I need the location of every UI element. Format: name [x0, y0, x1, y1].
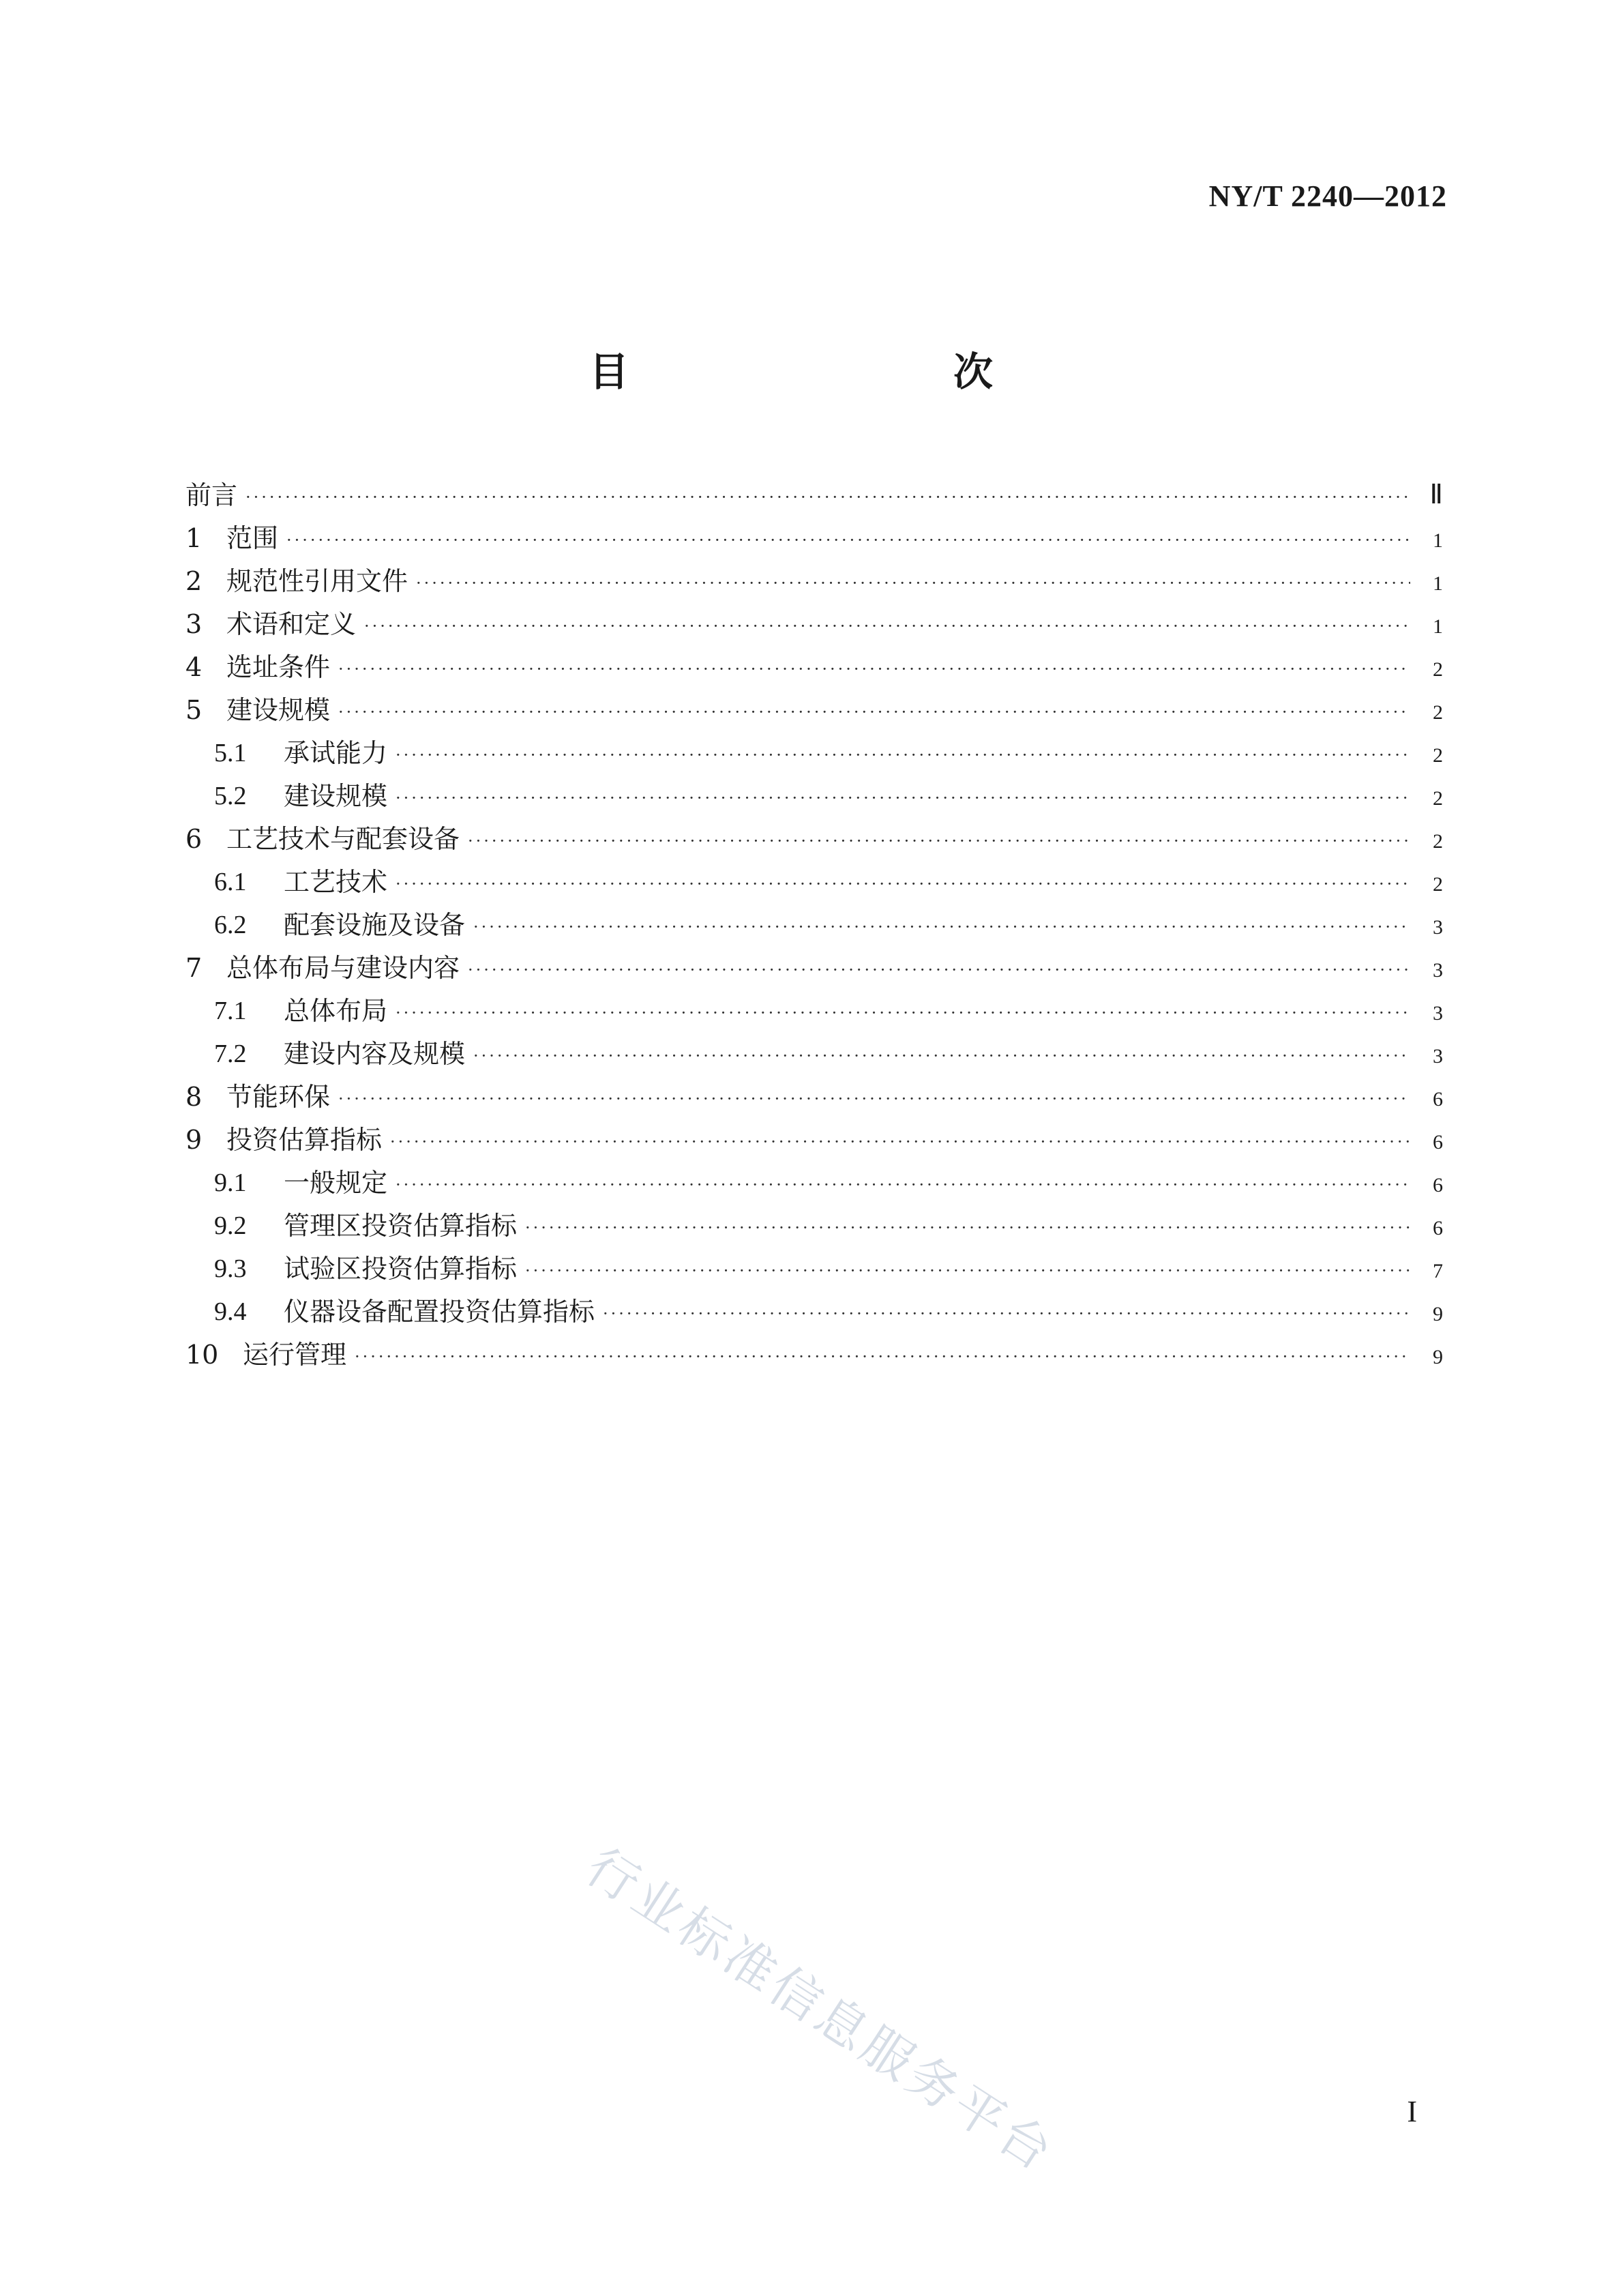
toc-entry-page: 2 [1433, 830, 1443, 853]
dot-leader [338, 661, 1410, 677]
toc-entry-number: 6 [185, 824, 203, 854]
toc-entry-page: 2 [1433, 658, 1443, 681]
toc-entry-label: 节能环保 [226, 1082, 331, 1112]
toc-entry-label: 仪器设备配置投资估算指标 [284, 1297, 595, 1327]
toc-entry-page: 2 [1433, 873, 1443, 896]
toc-entry[interactable] [185, 1282, 1443, 1325]
dot-leader [473, 1048, 1410, 1064]
dot-leader [468, 962, 1410, 978]
toc-entry-page: 1 [1433, 529, 1443, 552]
toc-entry[interactable] [185, 1067, 1443, 1110]
toc-entry[interactable] [185, 1325, 1443, 1368]
toc-entry-label: 投资估算指标 [226, 1125, 383, 1155]
toc-entry-label: 承试能力 [284, 738, 388, 768]
dot-leader [286, 532, 1410, 548]
toc-entry-page: 1 [1433, 615, 1443, 638]
toc-entry[interactable] [185, 938, 1443, 981]
dot-leader [338, 704, 1410, 720]
watermark: 行业标准信息服务平台 [576, 1837, 1066, 2184]
toc-entry-page: Ⅱ [1429, 479, 1443, 510]
toc-entry-page: 3 [1433, 1002, 1443, 1025]
toc-entry-page: 9 [1433, 1303, 1443, 1325]
toc-entry-label: 建设规模 [226, 695, 331, 725]
toc-entry[interactable] [185, 1239, 1443, 1282]
toc-entry-number: 3 [185, 609, 203, 639]
toc-entry-label: 选址条件 [226, 652, 331, 682]
toc-entry-page: 2 [1433, 787, 1443, 810]
toc-entry[interactable] [185, 723, 1443, 766]
dot-leader [525, 1220, 1410, 1236]
toc-entry-number: 9.3 [214, 1254, 247, 1283]
toc-entry-label: 总体布局与建设内容 [226, 953, 460, 983]
toc-entry-number: 5.2 [214, 782, 247, 810]
toc-entry-number: 7 [185, 953, 203, 983]
toc-entry[interactable] [185, 895, 1443, 938]
toc-entry-number: 9 [185, 1125, 203, 1155]
toc-entry-label: 一般规定 [284, 1168, 388, 1198]
toc-entry-number: 8 [185, 1082, 203, 1112]
toc-entry-number: 7.2 [214, 1040, 247, 1068]
dot-leader [338, 1091, 1410, 1107]
page-number: I [1407, 2095, 1417, 2128]
toc-entry-label: 试验区投资估算指标 [284, 1254, 518, 1284]
toc-entry-label: 配套设施及设备 [284, 910, 466, 940]
toc-entry-number: 6.1 [214, 868, 247, 896]
dot-leader [364, 618, 1410, 634]
dot-leader [396, 1005, 1410, 1021]
toc-entry-label: 管理区投资估算指标 [284, 1211, 518, 1241]
toc-entry-label: 范围 [226, 523, 279, 553]
toc-entry-number: 2 [185, 566, 203, 596]
dot-leader [390, 1134, 1410, 1150]
toc-entry-page: 6 [1433, 1217, 1443, 1239]
dot-leader [396, 876, 1410, 892]
toc-entry-label: 建设内容及规模 [284, 1039, 466, 1069]
toc-entry-number: 4 [185, 652, 203, 682]
standard-code: NY/T 2240—2012 [1208, 179, 1447, 213]
toc-entry[interactable] [185, 981, 1443, 1024]
toc-entry-page: 2 [1433, 744, 1443, 767]
toc-entry[interactable] [185, 766, 1443, 809]
toc-entry[interactable] [185, 1024, 1443, 1067]
toc-entry-label: 前言 [185, 480, 238, 510]
toc-entry-page: 3 [1433, 916, 1443, 939]
toc-entry[interactable] [185, 1153, 1443, 1196]
toc-entry-number: 7.1 [214, 997, 247, 1025]
toc-entry-page: 3 [1433, 959, 1443, 982]
toc-entry[interactable] [185, 508, 1443, 551]
dot-leader [603, 1306, 1410, 1322]
toc-entry-number: 6.2 [214, 911, 247, 939]
toc-entry-number: 9.1 [214, 1168, 247, 1197]
toc-entry-number: 1 [185, 523, 203, 553]
table-of-contents [185, 465, 1443, 1368]
toc-entry-page: 6 [1433, 1174, 1443, 1196]
toc-entry-number: 5.1 [214, 739, 247, 767]
toc-entry-number: 9.4 [214, 1297, 247, 1326]
toc-entry-page: 1 [1433, 572, 1443, 595]
dot-leader [525, 1263, 1410, 1279]
toc-entry-label: 工艺技术 [284, 867, 388, 897]
dot-leader [468, 833, 1410, 849]
toc-entry[interactable] [185, 637, 1443, 680]
toc-entry-label: 运行管理 [243, 1340, 347, 1370]
toc-entry[interactable] [185, 1196, 1443, 1239]
toc-entry-page: 6 [1433, 1131, 1443, 1153]
toc-entry-page: 2 [1433, 701, 1443, 724]
toc-entry-label: 总体布局 [284, 996, 388, 1026]
toc-entry-label: 工艺技术与配套设备 [226, 824, 460, 854]
toc-entry[interactable] [185, 809, 1443, 852]
toc-title: 目 次 [589, 349, 1075, 395]
toc-entry-label: 规范性引用文件 [226, 566, 408, 596]
toc-entry[interactable] [185, 551, 1443, 594]
toc-entry[interactable] [185, 594, 1443, 637]
dot-leader [396, 790, 1410, 806]
dot-leader [245, 489, 1410, 505]
toc-entry-page: 3 [1433, 1045, 1443, 1068]
toc-entry-number: 9.2 [214, 1211, 247, 1240]
dot-leader [473, 919, 1410, 935]
dot-leader [396, 747, 1410, 763]
toc-entry-page: 7 [1433, 1260, 1443, 1282]
dot-leader [355, 1349, 1410, 1365]
dot-leader [416, 575, 1410, 591]
toc-entry-page: 9 [1433, 1346, 1443, 1368]
toc-entry[interactable] [185, 465, 1443, 508]
toc-entry-number: 10 [185, 1340, 219, 1370]
toc-entry[interactable] [185, 680, 1443, 723]
toc-entry-page: 6 [1433, 1088, 1443, 1110]
toc-entry[interactable] [185, 852, 1443, 895]
toc-entry[interactable] [185, 1110, 1443, 1153]
toc-entry-label: 术语和定义 [226, 609, 357, 639]
toc-entry-number: 5 [185, 695, 203, 725]
toc-entry-label: 建设规模 [284, 781, 388, 811]
dot-leader [396, 1177, 1410, 1193]
